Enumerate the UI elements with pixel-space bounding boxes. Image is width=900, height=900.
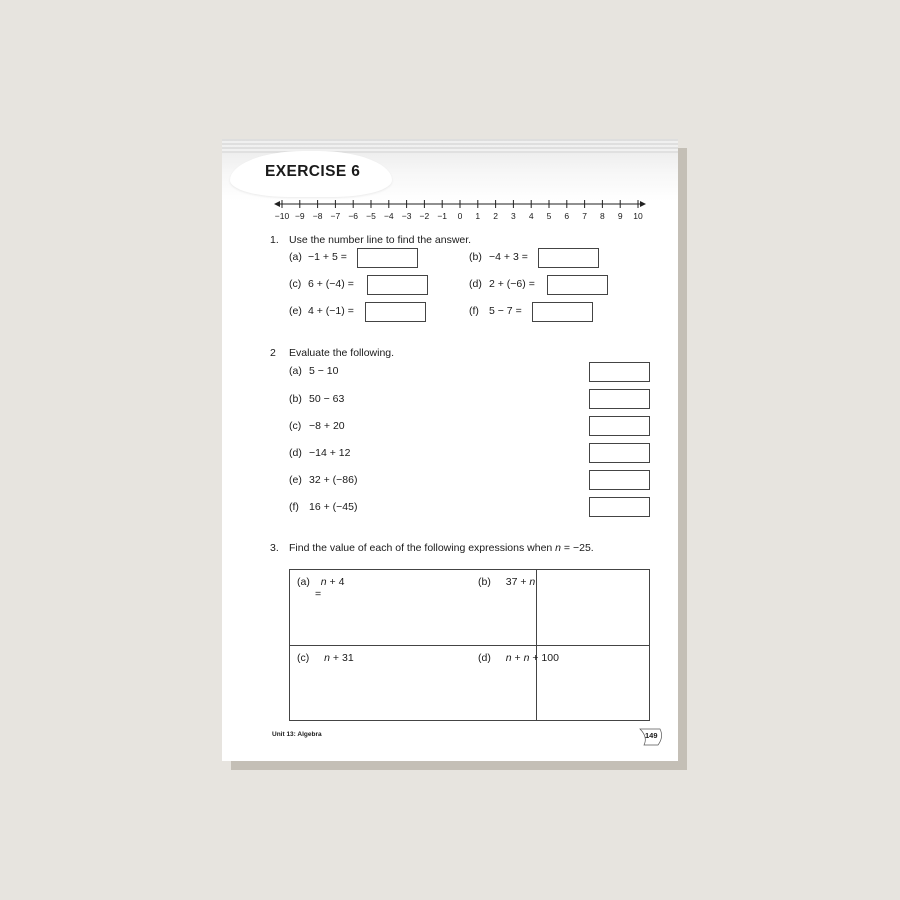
q1b-answer-box[interactable]: [538, 248, 599, 268]
q2c-label: (c): [289, 420, 302, 432]
number-line: [270, 195, 650, 225]
number-line-label: −4: [383, 211, 394, 221]
q2e-label: (e): [289, 474, 302, 486]
q2e-answer-box[interactable]: [589, 470, 650, 490]
number-line-label: 0: [457, 211, 463, 221]
q1d-answer-box[interactable]: [547, 275, 608, 295]
number-line-label: 6: [564, 211, 570, 221]
q2f-answer-box[interactable]: [589, 497, 650, 517]
q2d-expr: −14 + 12: [309, 447, 351, 459]
q1f-answer-box[interactable]: [532, 302, 593, 322]
q3-answer-grid: [289, 569, 650, 721]
q2-prompt: Evaluate the following.: [289, 347, 395, 359]
number-line-label: −6: [348, 211, 359, 221]
exercise-title: EXERCISE 6: [265, 163, 361, 180]
q2d-answer-box[interactable]: [589, 443, 650, 463]
page-number: 149: [645, 731, 658, 740]
q3c-cell[interactable]: (c) n + 31: [297, 652, 354, 664]
number-line-label: 4: [528, 211, 534, 221]
q3d-cell[interactable]: (d) n + n + 100: [478, 652, 559, 664]
q1a-answer-box[interactable]: [357, 248, 418, 268]
q1e-answer-box[interactable]: [365, 302, 426, 322]
q2a-answer-box[interactable]: [589, 362, 650, 382]
q2b-label: (b): [289, 393, 302, 405]
q2b-answer-box[interactable]: [589, 389, 650, 409]
q1b-label: (b): [469, 251, 482, 263]
number-line-label: 9: [617, 211, 623, 221]
q1d-expr: 2 + (−6) =: [489, 278, 535, 290]
number-line-label: 5: [546, 211, 552, 221]
number-line-label: 1: [475, 211, 481, 221]
q2f-expr: 16 + (−45): [309, 501, 358, 513]
number-line-label: −7: [330, 211, 341, 221]
number-line-label: −1: [437, 211, 448, 221]
q3a-cell[interactable]: (a) n + 4: [297, 576, 345, 588]
number-line-label: −10: [274, 211, 290, 221]
number-line-right-arrow: [640, 201, 646, 207]
number-line-label: 10: [633, 211, 643, 221]
q1c-label: (c): [289, 278, 302, 290]
q1c-expr: 6 + (−4) =: [308, 278, 354, 290]
number-line-left-arrow: [274, 201, 280, 207]
number-line-label: −3: [401, 211, 412, 221]
q2f-label: (f): [289, 501, 299, 513]
q1e-expr: 4 + (−1) =: [308, 305, 354, 317]
q1e-label: (e): [289, 305, 302, 317]
number-line-label: 7: [582, 211, 587, 221]
q1a-expr: −1 + 5 =: [308, 251, 347, 263]
number-line-label: −9: [294, 211, 305, 221]
q2a-label: (a): [289, 365, 302, 377]
q3b-cell[interactable]: (b) 37 + n: [478, 576, 536, 588]
q3-number: 3.: [270, 542, 279, 554]
q2b-expr: 50 − 63: [309, 393, 345, 405]
q1a-label: (a): [289, 251, 302, 263]
number-line-label: −2: [419, 211, 430, 221]
number-line-label: −5: [366, 211, 376, 221]
q1c-answer-box[interactable]: [367, 275, 428, 295]
grid-horizontal-divider: [290, 645, 649, 646]
number-line-label: −8: [312, 211, 323, 221]
q1-prompt: Use the number line to find the answer.: [289, 234, 472, 246]
q2a-expr: 5 − 10: [309, 365, 339, 377]
number-line-label: 8: [600, 211, 605, 221]
footer-unit: Unit 13: Algebra: [272, 731, 322, 738]
q1b-expr: −4 + 3 =: [489, 251, 528, 263]
q3-prompt: Find the value of each of the following expressions when n = −25.: [289, 542, 594, 554]
worksheet-page: [222, 139, 678, 761]
q2e-expr: 32 + (−86): [309, 474, 358, 486]
q3a-equals: =: [315, 588, 322, 600]
number-line-label: 3: [511, 211, 516, 221]
q1d-label: (d): [469, 278, 482, 290]
q2d-label: (d): [289, 447, 302, 459]
q2-number: 2: [270, 347, 276, 359]
q2c-expr: −8 + 20: [309, 420, 345, 432]
q1-number: 1.: [270, 234, 279, 246]
q2c-answer-box[interactable]: [589, 416, 650, 436]
number-line-label: 2: [493, 211, 498, 221]
q1f-expr: 5 − 7 =: [489, 305, 522, 317]
q1f-label: (f): [469, 305, 479, 317]
